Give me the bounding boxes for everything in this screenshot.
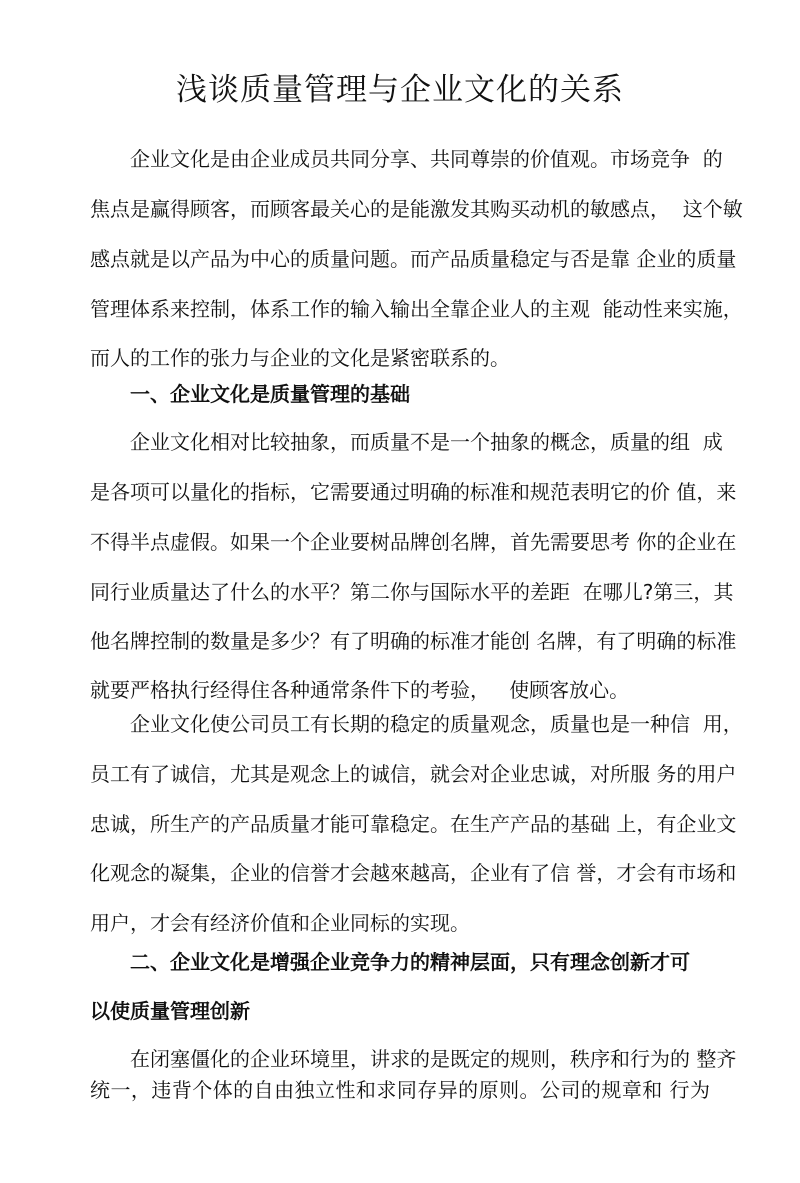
paragraph-1-line-2: 焦点是赢得顾客，而顾客最关心的是能激发其购买动机的敏感点， 这个敏 [90,197,743,221]
paragraph-1-line-5: 而人的工作的张力与企业的文化是紧密联系的。 [90,346,510,370]
section-heading-1: 一、企业文化是质量管理的基础 [130,382,410,406]
paragraph-2-line-4: 同行业质量达了什么的水平？第二你与国际水平的差距 在哪儿?第三，其 [90,580,734,604]
paragraph-3-line-4: 化观念的凝集，企业的信誉才会越來越高，企业有了信 誉，才会有市场和 [90,861,737,885]
paragraph-4-line-2: 统一，违背个体的自由独立性和求同存异的原则。公司的规章和 行为 [90,1078,710,1102]
paragraph-2-line-2: 是各项可以量化的指标，它需要通过明确的标准和规范表明它的价 值，来 [90,480,737,504]
section-heading-2-line-2: 以使质量管理创新 [90,999,250,1023]
document-title: 浅谈质量管理与企业文化的关系 [176,72,624,108]
paragraph-2-line-6: 就要严格执行经得住各种通常条件下的考验， 使顾客放心。 [90,678,630,702]
paragraph-4-line-1: 在闭塞僵化的企业环境里，讲求的是既定的规则，秩序和行为的 整齐 [130,1047,737,1071]
paragraph-3-line-5: 用户，才会有经济价值和企业同标的实现。 [90,911,470,935]
paragraph-1-line-3: 感点就是以产品为中心的质量问题。而产品质量稳定与否是靠 企业的质量 [90,247,737,271]
section-heading-2-line-1: 二、企业文化是增强企业竞争力的精神层面，只有理念创新才可 [130,950,690,974]
paragraph-3-line-3: 忠诚，所生产的产品质量才能可靠稳定。在生产产品的基础 上，有企业文 [90,812,737,836]
paragraph-3-line-2: 员工有了诚信，尤其是观念上的诚信，就会对企业忠诚，对所服 务的用户 [90,762,737,786]
paragraph-3-line-1: 企业文化使公司员工有长期的稳定的质量观念，质量也是一种信 用， [130,712,743,736]
paragraph-2-line-3: 不得半点虚假。如果一个企业要树品牌创名牌，首先需要思考 你的企业在 [90,530,737,554]
paragraph-1-line-1: 企业文化是由企业成员共同分享、共同尊崇的价值观。市场竞争 的 [130,147,723,171]
paragraph-2-line-5: 他名牌控制的数量是多少？有了明确的标准才能创 名牌，有了明确的标准 [90,629,737,653]
paragraph-2-line-1: 企业文化相对比较抽象，而质量不是一个抽象的概念，质量的组 成 [130,430,723,454]
paragraph-1-line-4: 管理体系来控制，体系工作的输入输出全靠企业人的主观 能动性来实施， [90,297,743,321]
